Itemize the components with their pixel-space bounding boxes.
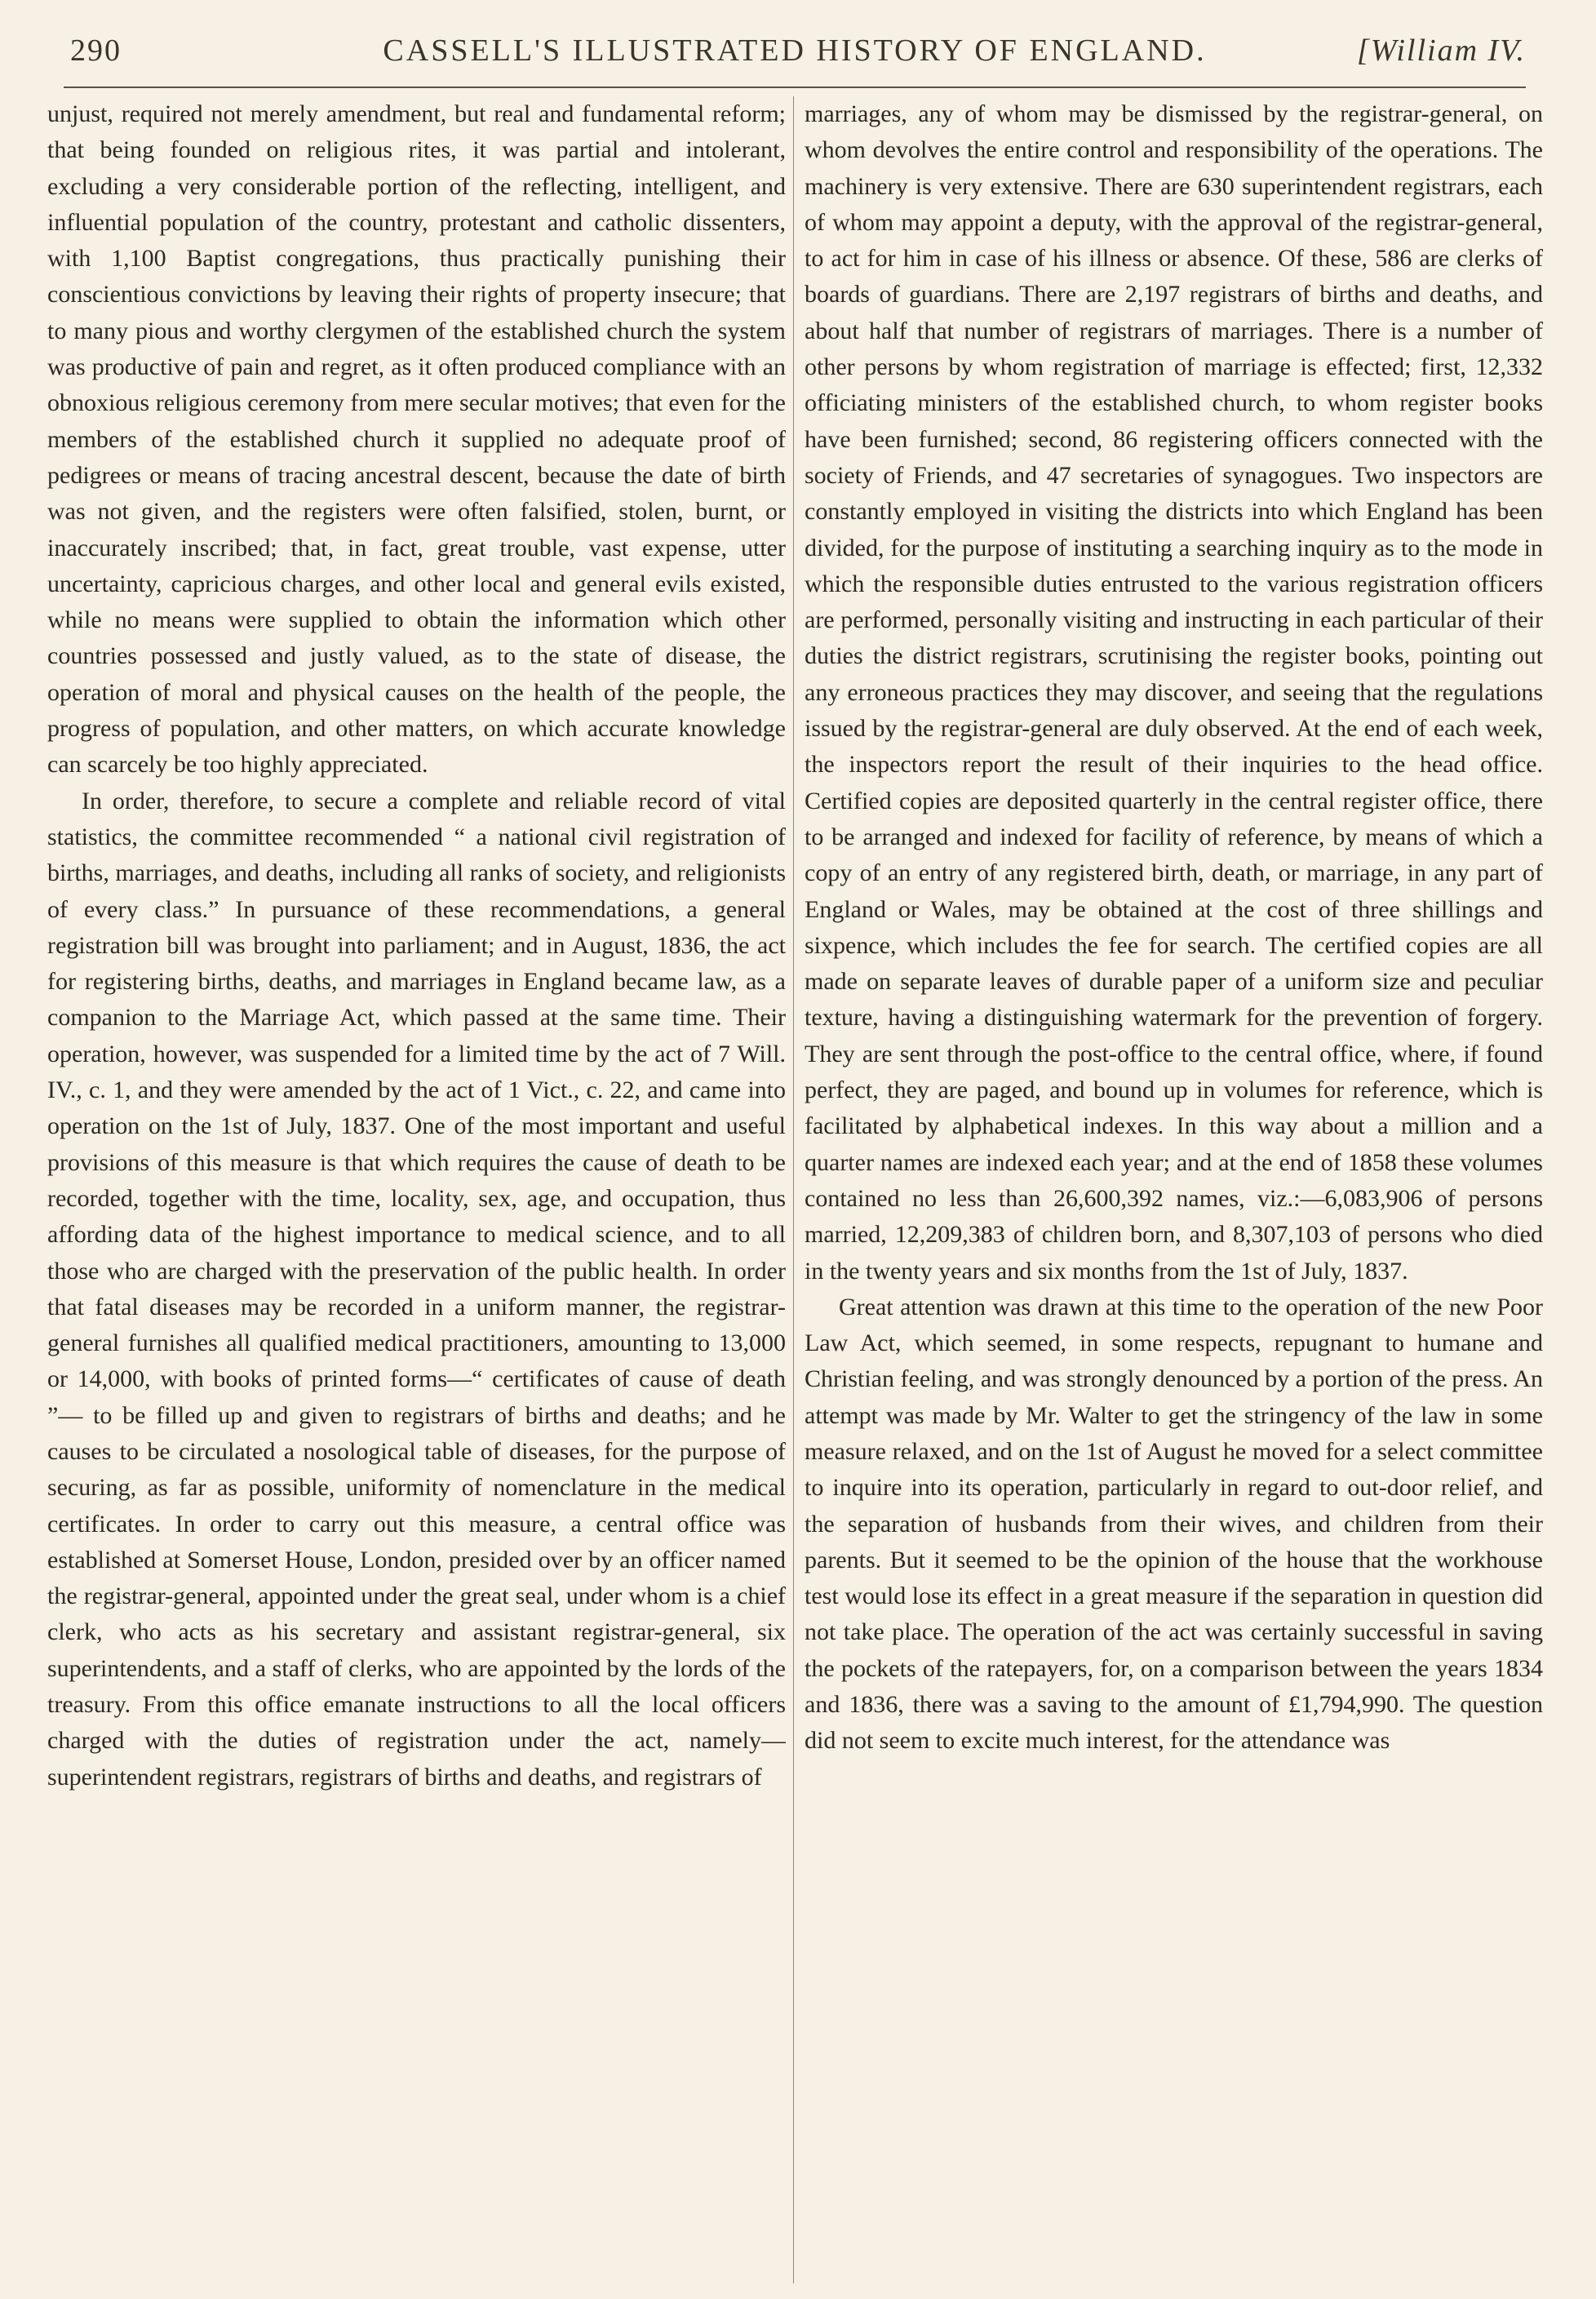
paragraph: Great attention was drawn at this time to the operation of the new Poor Law Act, which seemed, in some respects, repugnant to humane and Christian feeling, and was strongly denounced by a portion of the press. An attempt was made by Mr. Walter to get the stringency of the law in some measure relaxed, and on the 1st of August he moved for a select committee to inquire into its operation, particularly in regard to out-door relief, and the separation of husbands from their wives, and children from their parents. But it seemed to be the opinion of the house that the workhouse test would lose its effect in a great measure if the separation in question did not take place. The operation of the act was certainly successful in saving the pockets of the ratepayers, for, on a comparison between the years 1834 and 1836, there was a saving to the amount of £1,794,990. The question did not seem to excite much interest, for the attendance was xyxy=(805,1293,1543,1755)
running-header xyxy=(64,28,1526,77)
page-number: 290 xyxy=(70,33,122,68)
running-title: CASSELL'S ILLUSTRATED HISTORY OF ENGLAND. xyxy=(383,33,1207,68)
paragraph: unjust, required not merely amendment, but real and fundamental reform; that being founded on religious rites, it was partial and intolerant, excluding a very considerable portion of the reflecting, intelligent, and influential population of the country, protestant and catholic dissenters, with 1,100 Baptist congregations, thus practically punishing their conscientious convictions by leaving their rights of property insecure; that to many pious and worthy clergymen of the established church the system was productive of pain and regret, as it often produced compliance with an obnoxious religious ceremony from mere secular motives; that even for the members of the established church it supplied no adequate proof of pedigrees or means of tracing ancestral descent, because the date of birth was not given, and the registers were often falsified, stolen, burnt, or inaccurately inscribed; that, in fact, great trouble, vast expense, utter uncertainty, capricious charges, and other local and general evils existed, while no means were supplied to obtain the information which other countries possessed and justly valued, as to the state of disease, the operation of moral and physical causes on the health of the people, the progress of population, and other matters, on which accurate knowledge can scarcely be too highly appreciated. xyxy=(47,100,786,779)
paragraph: marriages, any of whom may be dismissed by the registrar-general, on whom devolves the entire control and responsibility of the operations. The machinery is very extensive. There are 630 superintendent registrars, each of whom may appoint a deputy, with the approval of the registrar-general, to act for him in case of his illness or absence. Of these, 586 are clerks of boards of guardians. There are 2,197 registrars of births and deaths, and about half that number of registrars of marriages. There is a number of other persons by whom registration of marriage is effected; first, 12,332 officiating ministers of the established church, to whom register books have been furnished; second, 86 registering officers connected with the society of Friends, and 47 secretaries of synagogues. Two inspectors are constantly employed in visiting the districts into which England has been divided, for the purpose of instituting a searching inquiry as to the mode in which the responsible duties entrusted to the various registration officers are performed, personally visiting and instructing in each particular of their duties the district registrars, scrutinising the register books, pointing out any erroneous practices they may discover, and seeing that the regulations issued by the registrar-general are duly observed. At the end of each week, the inspectors report the result of their inquiries to the head office. Certified copies are deposited quarterly in the central register office, there to be arranged and indexed for facility of reference, by means of which a copy of an entry of any registered birth, death, or marriage, in any part of England or Wales, may be obtained at the cost of three shillings and sixpence, which includes the fee for search. The certified copies are all made on separate leaves of durable paper of a uniform size and peculiar texture, having a distinguishing watermark for the prevention of forgery. They are sent through the post-office to the central office, where, if found perfect, they are paged, and bound up in volumes for reference, which is facilitated by alphabetical indexes. In this way about a million and a quarter names are indexed each year; and at the end of 1858 these volumes contained no less than 26,600,392 names, viz.:—6,083,906 of persons married, 12,209,383 of children born, and 8,307,103 of persons who died in the twenty years and six months from the 1st of July, 1837. xyxy=(805,100,1543,1285)
column-divider xyxy=(793,96,794,2283)
paragraph: In order, therefore, to secure a complete and reliable record of vital statistics, the committee recommended “ a national civil registration of births, marriages, and deaths, including all ranks of society, and religionists of every class.” In pursuance of these recommendations, a general registration bill was brought into parliament; and in August, 1836, the act for registering births, deaths, and marriages in England became law, as a companion to the Marriage Act, which passed at the same time. Their operation, however, was suspended for a limited time by the act of 7 Will. IV., c. 1, and they were amended by the act of 1 Vict., c. 22, and came into operation on the 1st of July, 1837. One of the most important and useful provisions of this measure is that which requires the cause of death to be recorded, together with the time, locality, sex, age, and occupation, thus affording data of the highest importance to medical science, and to all those who are charged with the preservation of the public health. In order that fatal diseases may be recorded in a uniform manner, the registrar-general furnishes all qualified medical practitioners, amounting to 13,000 or 14,000, with books of printed forms—“ certificates of cause of death ”— to be filled up and given to registrars of births and deaths; and he causes to be circulated a nosological table of diseases, for the purpose of securing, as far as possible, uniformity of nomenclature in the medical certificates. In order to carry out this measure, a central office was established at Somerset House, London, presided over by an officer named the registrar-general, appointed under the great seal, under whom is a chief clerk, who acts as his secretary and assistant registrar-general, six superintendents, and a staff of clerks, who are appointed by the lords of the treasury. From this office emanate instructions to all the local officers charged with the duties of registration under the act, namely—superintendent registrars, registrars of births and deaths, and registrars of xyxy=(47,787,786,1791)
header-rule xyxy=(64,87,1526,88)
right-column xyxy=(805,96,1543,2283)
reign-label: [William IV. xyxy=(1357,33,1526,68)
left-column xyxy=(47,96,786,2283)
